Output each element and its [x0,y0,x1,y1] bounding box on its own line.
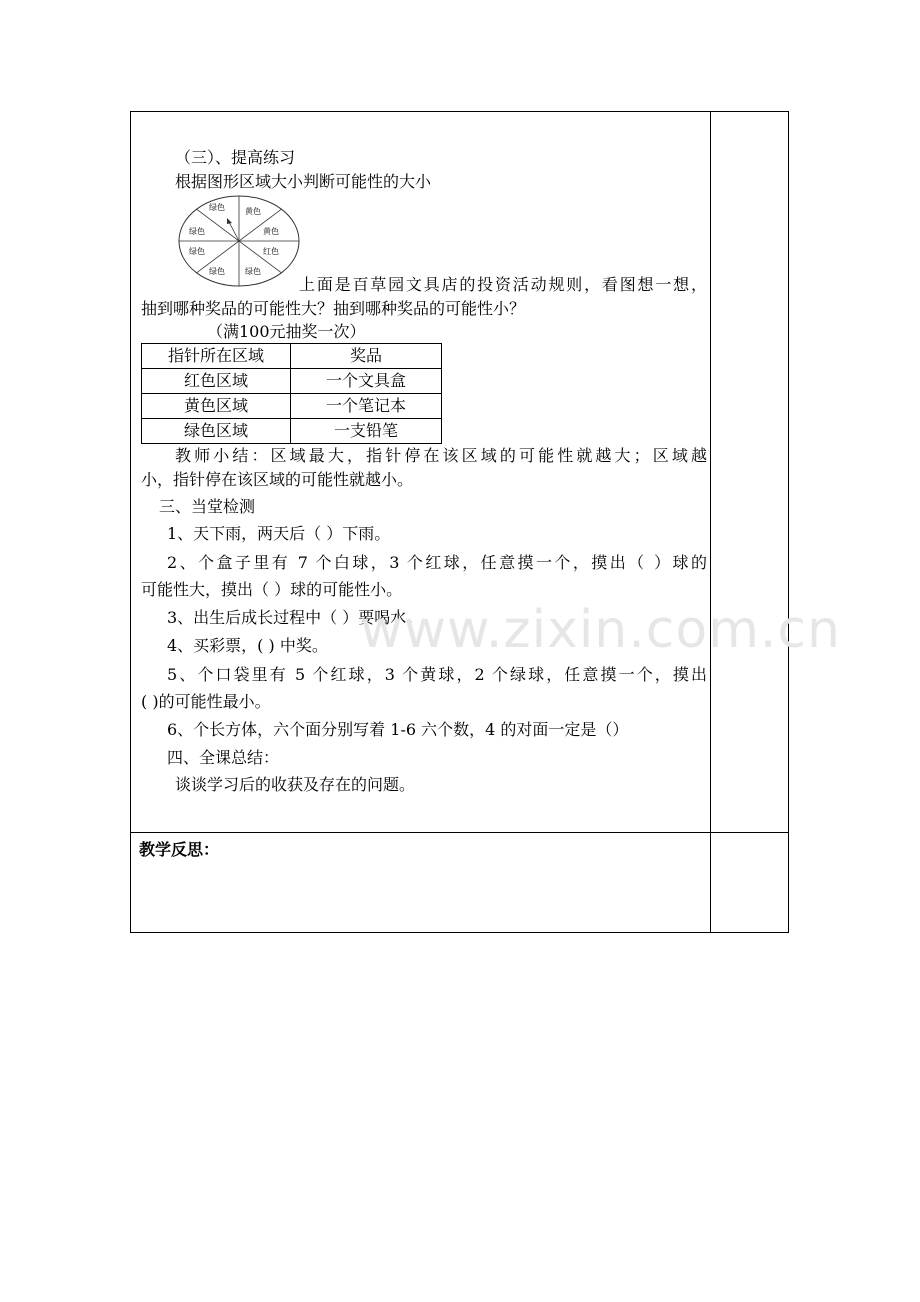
wheel-segment-label: 红色 [263,247,279,256]
section-heading: （三）、提高练习 [175,148,296,167]
table-cell: 一个文具盒 [291,369,442,394]
table-header-cell: 奖品 [291,344,442,369]
table-row [142,394,442,419]
section-subheading: 根据图形区域大小判断可能性的大小 [175,172,432,191]
summary-heading: 四、全课总结： [167,748,280,767]
wheel-segment-label: 绿色 [189,247,205,256]
wheel-segment-label: 绿色 [189,227,205,236]
spinner-wheel-diagram [177,194,301,288]
wheel-segment-label: 绿色 [209,267,225,276]
reflection-label: 教学反思： [139,840,220,859]
table-cell: 绿色区域 [142,419,291,444]
table-cell: 黄色区域 [142,394,291,419]
watermark: www.zixin.com.cn [360,600,841,660]
table-header-cell: 指针所在区域 [142,344,291,369]
wheel-segment-label: 黄色 [245,207,261,216]
prize-table [141,343,442,444]
wheel-segment-label: 绿色 [209,203,225,212]
teacher-summary-line: 教师小结：区域最大，指针停在该区域的可能性就越大；区域越 [175,446,707,465]
question-6: 6、个长方体，六个面分别写着 1-6 六个数，4 的对面一定是（） [167,720,629,739]
question-5-line: ( )的可能性最小。 [141,692,271,711]
table-cell: 一支铅笔 [291,419,442,444]
table-header-row [142,344,442,369]
question-4: 4、买彩票，( ) 中奖。 [167,636,328,655]
wheel-segment-label: 绿色 [245,267,261,276]
summary-text: 谈谈学习后的收获及存在的问题。 [175,775,416,794]
question-1: 1、天下雨，两天后（ ）下雨。 [167,524,391,543]
test-heading: 三、当堂检测 [159,497,256,516]
lesson-plan-table [130,111,789,933]
wheel-segment-label: 黄色 [263,227,279,236]
question-5-line: 5、个口袋里有 5 个红球，3 个黄球，2 个绿球，任意摸一个，摸出 [167,665,707,684]
question-2-line: 可能性大，摸出（ ）球的可能性小。 [141,580,403,599]
description-line: 上面是百草园文具店的投资活动规则，看图想一想， [299,275,707,294]
table-row [142,419,442,444]
table-row [142,369,442,394]
rule-note: （满100元抽奖一次） [207,322,366,341]
table-cell: 一个笔记本 [291,394,442,419]
question-3: 3、出生后成长过程中（ ）要喝水。 [167,608,423,627]
question-2-line: 2、个盒子里有 7 个白球，3 个红球，任意摸一个，摸出（ ）球的 [167,553,707,572]
teacher-summary-line: 小，指针停在该区域的可能性就越小。 [141,470,414,489]
column-divider [710,112,711,932]
table-cell: 红色区域 [142,369,291,394]
row-divider [131,832,788,833]
description-line: 抽到哪种奖品的可能性大？抽到哪种奖品的可能性小？ [141,299,526,318]
